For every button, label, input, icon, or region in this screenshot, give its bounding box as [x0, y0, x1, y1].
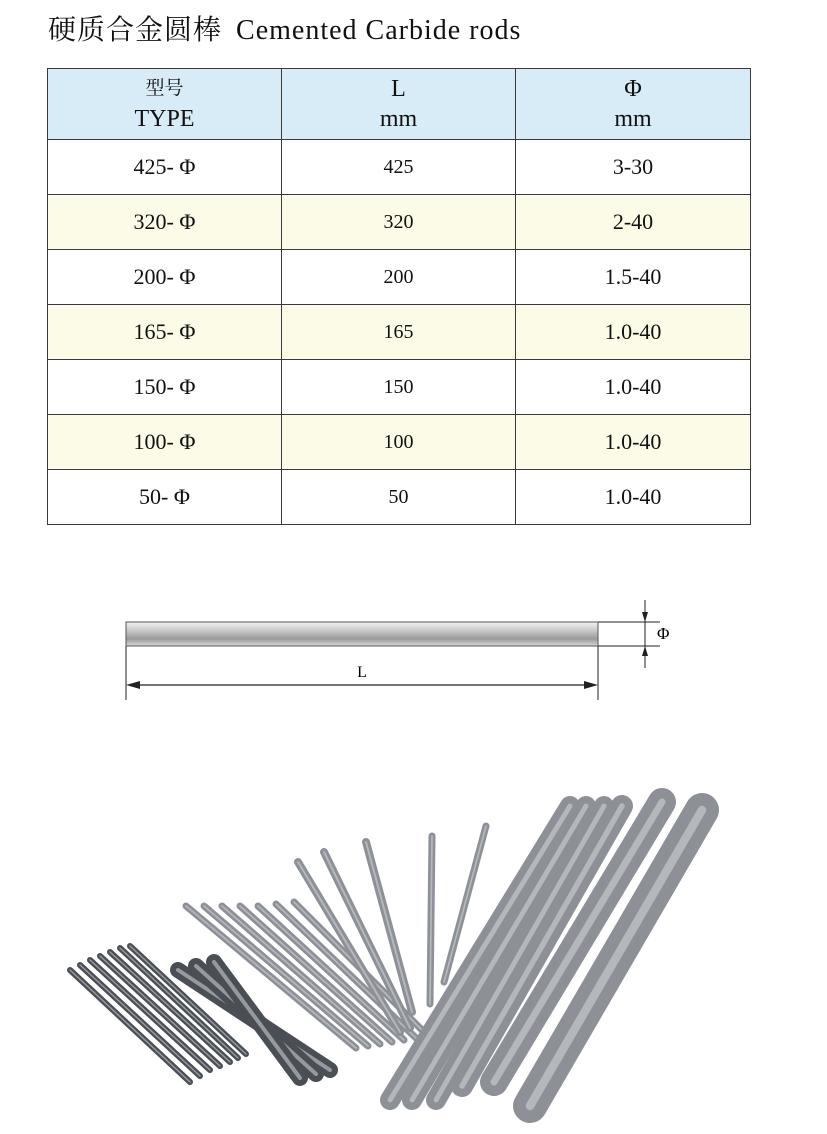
header-diameter: [516, 69, 751, 140]
cell-length: 150: [282, 360, 516, 415]
cell-type: 100- Φ: [48, 415, 282, 470]
table-row: [48, 195, 751, 250]
length-label: L: [357, 664, 367, 681]
cell-length: 320: [282, 195, 516, 250]
table-row: [48, 360, 751, 415]
header-diameter-symbol: Φ: [624, 76, 642, 102]
cell-type: 50- Φ: [48, 470, 282, 525]
cell-length: 165: [282, 305, 516, 360]
cell-type: 320- Φ: [48, 195, 282, 250]
cell-diameter: 2-40: [516, 195, 751, 250]
diameter-label: Φ: [657, 624, 670, 643]
title-cn: 硬质合金圆棒: [48, 15, 223, 46]
cell-type: 425- Φ: [48, 140, 282, 195]
cell-type: 165- Φ: [48, 305, 282, 360]
table-row: [48, 305, 751, 360]
cell-diameter: 3-30: [516, 140, 751, 195]
rod-illustration: [126, 622, 598, 646]
cell-diameter: 1.0-40: [516, 415, 751, 470]
cell-length: 200: [282, 250, 516, 305]
page-title: [48, 8, 521, 48]
rod-dimension-drawing: [0, 580, 827, 720]
carbide-rods-photo: [0, 770, 827, 1130]
cell-diameter: 1.5-40: [516, 250, 751, 305]
cell-diameter: 1.0-40: [516, 305, 751, 360]
spec-table: [47, 68, 751, 525]
cell-length: 425: [282, 140, 516, 195]
cell-length: 50: [282, 470, 516, 525]
title-en: Cemented Carbide rods: [236, 15, 522, 46]
header-type-cn: 型号: [145, 78, 184, 99]
cell-length: 100: [282, 415, 516, 470]
header-length: [282, 69, 516, 140]
table-row: [48, 140, 751, 195]
cell-type: 200- Φ: [48, 250, 282, 305]
table-row: [48, 470, 751, 525]
header-type-en: TYPE: [134, 106, 195, 132]
table-row: [48, 415, 751, 470]
table-row: [48, 250, 751, 305]
cell-type: 150- Φ: [48, 360, 282, 415]
header-length-unit: mm: [379, 106, 418, 132]
header-length-symbol: L: [391, 76, 406, 102]
table-header-row: [48, 69, 751, 140]
header-type: [48, 69, 282, 140]
header-diameter-unit: mm: [614, 106, 652, 132]
cell-diameter: 1.0-40: [516, 470, 751, 525]
cell-diameter: 1.0-40: [516, 360, 751, 415]
